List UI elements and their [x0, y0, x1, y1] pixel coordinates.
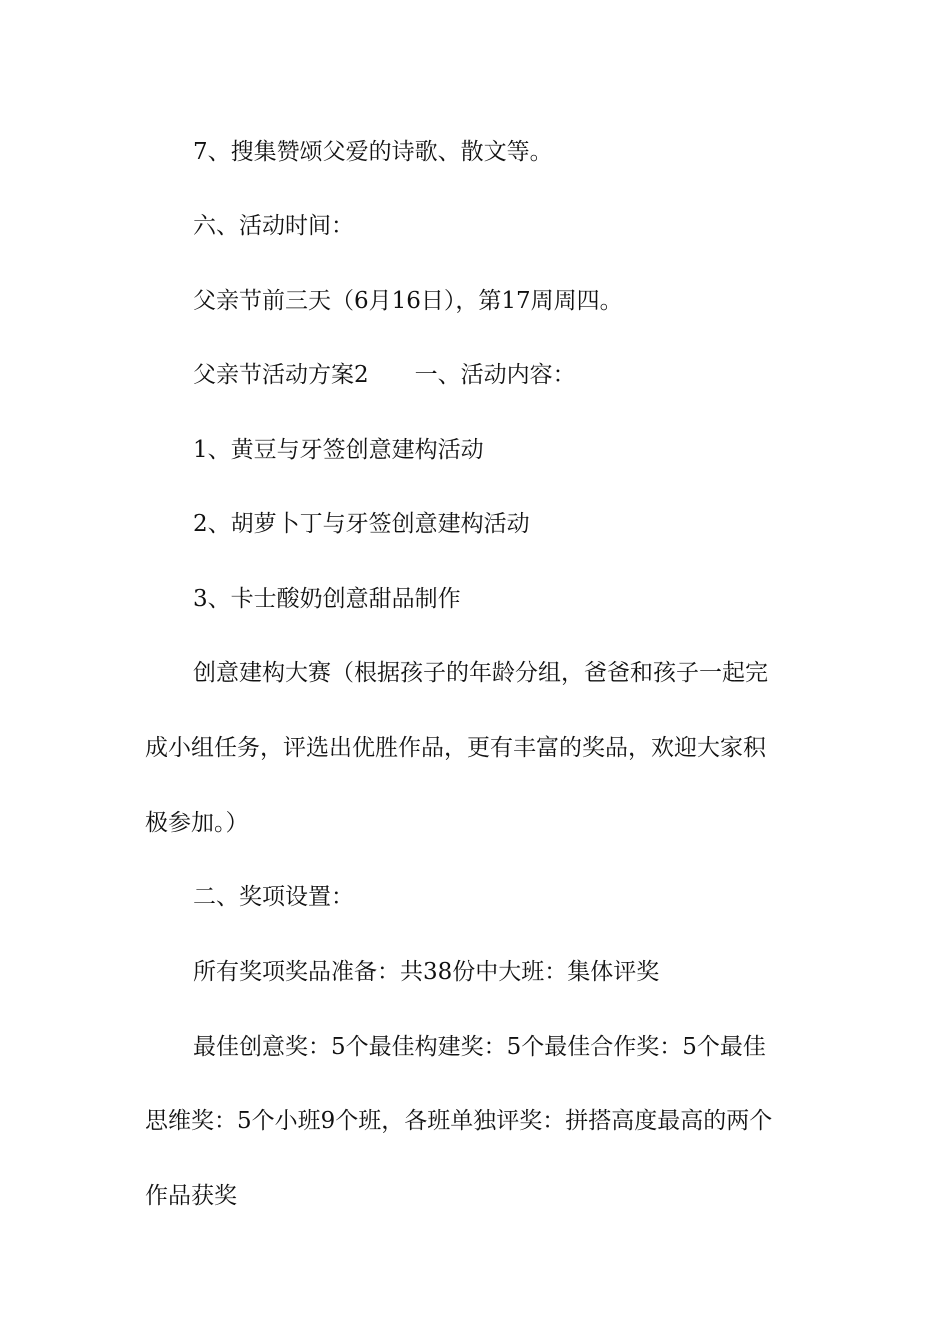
text-line-6: 2、胡萝卜丁与牙签创意建构活动 [193, 511, 530, 537]
text-line-14: 思维奖：5个小班9个班，各班单独评奖：拼搭高度最高的两个 [145, 1108, 773, 1134]
text-line-4: 父亲节活动方案2 一、活动内容： [193, 362, 576, 388]
text-line-3: 父亲节前三天（6月16日），第17周周四。 [193, 288, 623, 314]
text-line-13: 最佳创意奖：5个最佳构建奖：5个最佳合作奖：5个最佳 [193, 1034, 766, 1060]
text-line-9: 成小组任务，评选出优胜作品，更有丰富的奖品，欢迎大家积 [145, 735, 766, 761]
text-line-10: 极参加。） [145, 810, 249, 836]
text-line-1: 7、搜集赞颂父爱的诗歌、散文等。 [193, 139, 553, 165]
text-line-7: 3、卡士酸奶创意甜品制作 [193, 586, 461, 612]
text-line-5: 1、黄豆与牙签创意建构活动 [193, 437, 484, 463]
text-line-8: 创意建构大赛（根据孩子的年龄分组，爸爸和孩子一起完 [193, 660, 768, 686]
text-line-15: 作品获奖 [145, 1183, 237, 1209]
text-line-2: 六、活动时间： [193, 213, 354, 239]
text-line-12: 所有奖项奖品准备：共38份中大班：集体评奖 [193, 959, 660, 985]
text-line-11: 二、奖项设置： [193, 884, 354, 910]
